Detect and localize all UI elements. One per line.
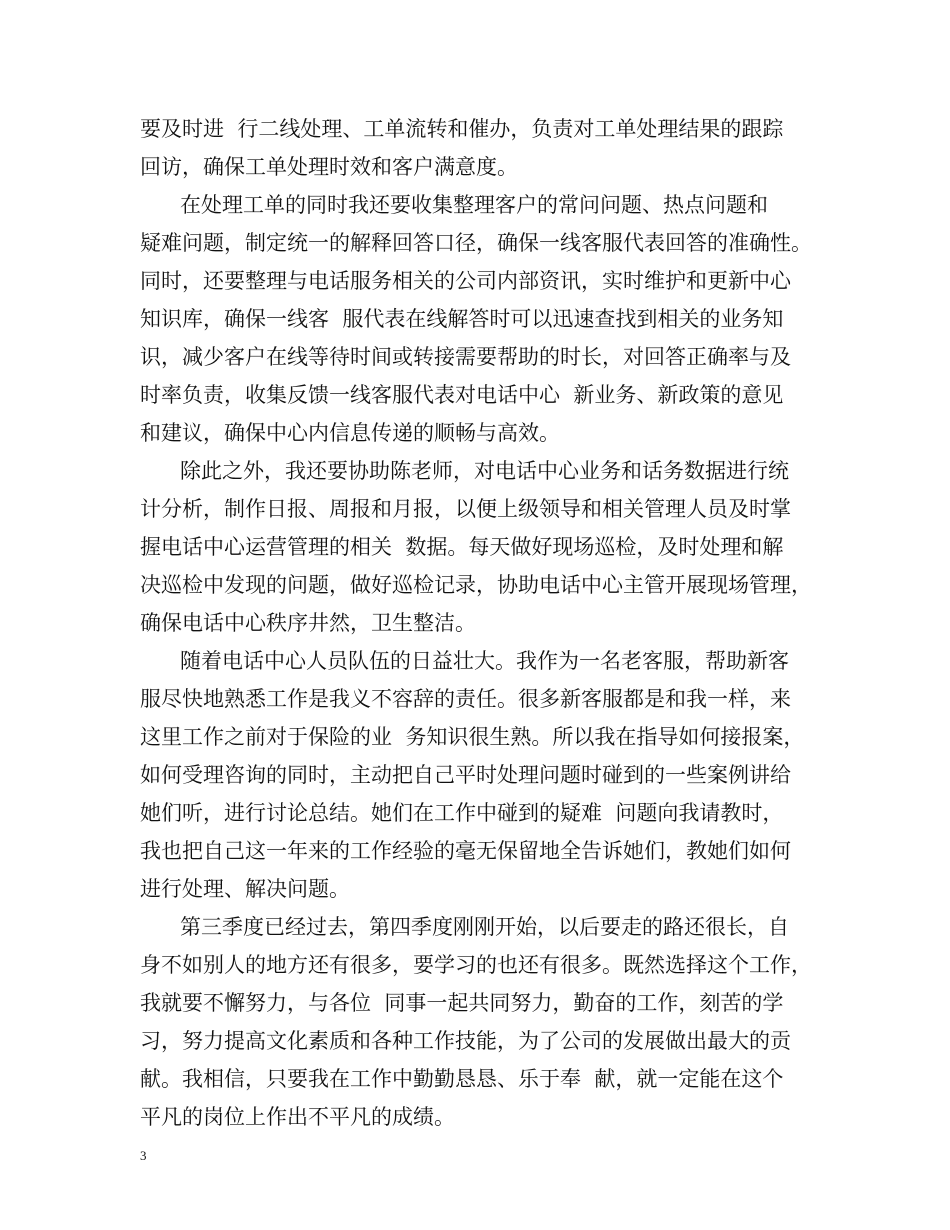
body-text	[140, 110, 820, 1136]
text-line: 决巡检中发现的问题，做好巡检记录，协助电话中心主管开展现场管理，	[140, 573, 812, 597]
text-line: 疑难问题，制定统一的解释回答口径，确保一线客服代表回答的准确性。	[140, 231, 812, 255]
text-line: 同时，还要整理与电话服务相关的公司内部资讯，实时维护和更新中心	[140, 269, 791, 293]
text-line: 我也把自己这一年来的工作经验的毫无保留地全告诉她们，教她们如何	[140, 839, 791, 863]
text-line: 我就要不懈努力，与各位 同事一起共同努力，勤奋的工作，刻苦的学	[140, 991, 784, 1015]
text-line: 握电话中心运营管理的相关 数据。每天做好现场巡检，及时处理和解	[140, 535, 784, 559]
text-line: 时率负责，收集反馈一线客服代表对电话中心 新业务、新政策的意见	[140, 383, 784, 407]
text-line: 这里工作之前对于保险的业 务知识很生熟。所以我在指导如何接报案，	[140, 725, 805, 749]
text-line: 献。我相信，只要我在工作中勤勤恳恳、乐于奉 献，就一定能在这个	[140, 1067, 784, 1091]
text-line: 在处理工单的同时我还要收集整理客户的常问问题、热点问题和	[140, 193, 769, 217]
text-line: 识，减少客户在线等待时间或转接需要帮助的时长，对回答正确率与及	[140, 345, 791, 369]
text-line: 回访，确保工单处理时效和客户满意度。	[140, 155, 518, 179]
text-line: 随着电话中心人员队伍的日益壮大。我作为一名老客服，帮助新客	[140, 649, 790, 673]
text-line: 知识库，确保一线客 服代表在线解答时可以迅速查找到相关的业务知	[140, 307, 784, 331]
text-line: 计分析，制作日报、周报和月报，以便上级领导和相关管理人员及时掌	[140, 497, 791, 521]
text-line: 如何受理咨询的同时，主动把自己平时处理问题时碰到的一些案例讲给	[140, 763, 791, 787]
text-line: 第三季度已经过去，第四季度刚刚开始，以后要走的路还很长，自	[140, 915, 790, 939]
page-number: 3	[140, 1148, 147, 1163]
text-line: 和建议，确保中心内信息传递的顺畅与高效。	[140, 421, 560, 445]
text-line: 服尽快地熟悉工作是我义不容辞的责任。很多新客服都是和我一样，来	[140, 687, 791, 711]
text-line: 除此之外，我还要协助陈老师，对电话中心业务和话务数据进行统	[140, 459, 790, 483]
text-line: 习，努力提高文化素质和各种工作技能，为了公司的发展做出最大的贡	[140, 1029, 791, 1053]
text-line: 身不如别人的地方还有很多，要学习的也还有很多。既然选择这个工作，	[140, 953, 812, 977]
text-line: 要及时进 行二线处理、工单流转和催办，负责对工单处理结果的跟踪	[140, 117, 784, 141]
text-line: 确保电话中心秩序井然，卫生整洁。	[140, 611, 476, 635]
text-line: 她们听，进行讨论总结。她们在工作中碰到的疑难 问题向我请教时，	[140, 801, 784, 825]
text-line: 进行处理、解决问题。	[140, 877, 350, 901]
text-line: 平凡的岗位上作出不平凡的成绩。	[140, 1105, 455, 1129]
